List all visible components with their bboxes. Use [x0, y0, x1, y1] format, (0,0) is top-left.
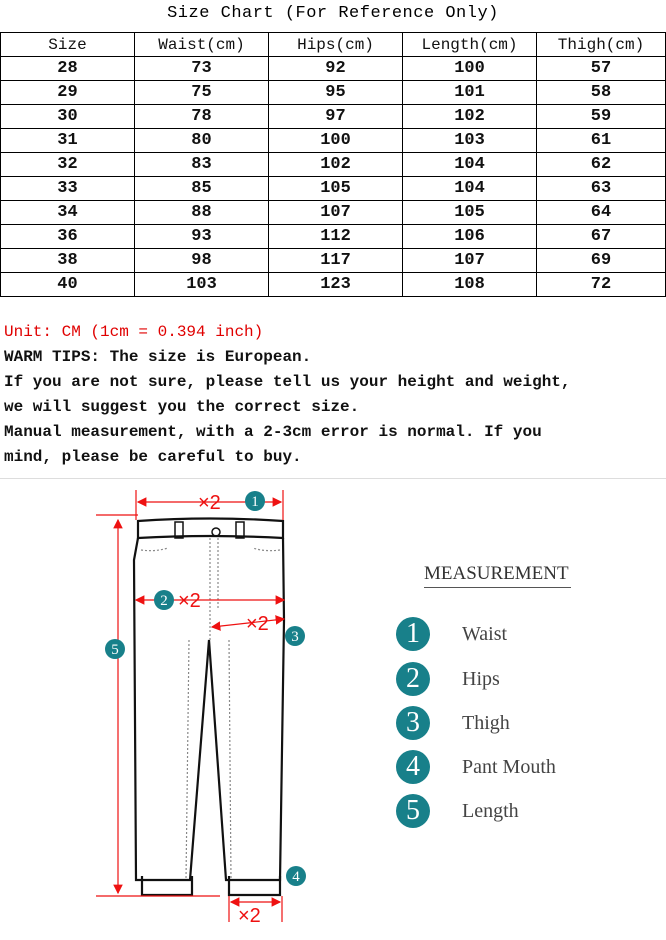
- legend-label: Waist: [462, 622, 508, 645]
- cell-length: 102: [403, 105, 537, 129]
- cell-size: 31: [1, 129, 135, 153]
- cell-length: 104: [403, 177, 537, 201]
- table-row: [1, 249, 666, 273]
- cell-thigh: 63: [537, 177, 666, 201]
- header-waist: Waist(cm): [135, 33, 269, 57]
- note-line: we will suggest you the correct size.: [4, 398, 360, 416]
- cell-thigh: 69: [537, 249, 666, 273]
- cell-size: 32: [1, 153, 135, 177]
- warm-tips: WARM TIPS: The size is European.: [4, 348, 312, 366]
- table-header-row: [1, 33, 666, 57]
- cell-size: 34: [1, 201, 135, 225]
- number-2-icon: 2: [396, 662, 430, 696]
- cell-waist: 88: [135, 201, 269, 225]
- cell-length: 105: [403, 201, 537, 225]
- cell-length: 108: [403, 273, 537, 297]
- marker-1: 1: [251, 494, 259, 510]
- marker-2: 2: [160, 593, 168, 609]
- cell-waist: 103: [135, 273, 269, 297]
- marker-3: 3: [291, 629, 299, 645]
- legend-item-waist: [396, 617, 507, 651]
- legend-label: Pant Mouth: [462, 755, 556, 778]
- measurement-lines-icon: [96, 490, 284, 922]
- cell-length: 106: [403, 225, 537, 249]
- cell-length: 100: [403, 57, 537, 81]
- pant-mouth-multiplier: ×2: [238, 905, 261, 927]
- note-line: Manual measurement, with a 2-3cm error is normal. If you: [4, 423, 542, 441]
- header-thigh: Thigh(cm): [537, 33, 666, 57]
- cell-size: 33: [1, 177, 135, 201]
- marker-4: 4: [292, 869, 300, 885]
- unit-note: Unit: CM (1cm = 0.394 inch): [4, 323, 264, 341]
- cell-size: 36: [1, 225, 135, 249]
- cell-length: 104: [403, 153, 537, 177]
- size-notes: [4, 320, 664, 470]
- cell-hips: 105: [269, 177, 403, 201]
- cell-waist: 73: [135, 57, 269, 81]
- cell-thigh: 64: [537, 201, 666, 225]
- table-row: [1, 225, 666, 249]
- cell-thigh: 67: [537, 225, 666, 249]
- cell-thigh: 58: [537, 81, 666, 105]
- table-row: [1, 153, 666, 177]
- note-line: mind, please be careful to buy.: [4, 448, 302, 466]
- cell-waist: 78: [135, 105, 269, 129]
- legend-item-hips: [396, 662, 500, 696]
- cell-thigh: 72: [537, 273, 666, 297]
- cell-hips: 107: [269, 201, 403, 225]
- thigh-multiplier: ×2: [246, 613, 269, 635]
- cell-thigh: 62: [537, 153, 666, 177]
- note-line: If you are not sure, please tell us your height and weight,: [4, 373, 571, 391]
- legend-label: Thigh: [462, 711, 510, 734]
- cell-hips: 95: [269, 81, 403, 105]
- cell-hips: 100: [269, 129, 403, 153]
- header-hips: Hips(cm): [269, 33, 403, 57]
- cell-waist: 83: [135, 153, 269, 177]
- cell-size: 30: [1, 105, 135, 129]
- cell-length: 107: [403, 249, 537, 273]
- table-row: [1, 105, 666, 129]
- table-row: [1, 129, 666, 153]
- cell-waist: 80: [135, 129, 269, 153]
- cell-waist: 98: [135, 249, 269, 273]
- cell-hips: 112: [269, 225, 403, 249]
- cell-thigh: 59: [537, 105, 666, 129]
- header-size: Size: [1, 33, 135, 57]
- pants-outline-icon: [134, 519, 284, 896]
- legend-item-pant-mouth: [396, 750, 556, 784]
- table-row: [1, 201, 666, 225]
- waist-multiplier: ×2: [198, 492, 221, 514]
- legend-item-length: [396, 794, 519, 828]
- table-row: [1, 81, 666, 105]
- table-row: [1, 177, 666, 201]
- legend-item-thigh: [396, 706, 510, 740]
- cell-hips: 117: [269, 249, 403, 273]
- size-table: [0, 32, 666, 297]
- size-chart-title: Size Chart (For Reference Only): [167, 4, 499, 23]
- cell-waist: 75: [135, 81, 269, 105]
- cell-waist: 85: [135, 177, 269, 201]
- number-4-icon: 4: [396, 750, 430, 784]
- measurement-legend-title: MEASUREMENT: [424, 563, 571, 588]
- cell-waist: 93: [135, 225, 269, 249]
- marker-5: 5: [111, 642, 119, 658]
- cell-hips: 123: [269, 273, 403, 297]
- legend-label: Hips: [462, 667, 500, 690]
- cell-size: 29: [1, 81, 135, 105]
- cell-hips: 102: [269, 153, 403, 177]
- cell-size: 40: [1, 273, 135, 297]
- cell-size: 38: [1, 249, 135, 273]
- cell-length: 101: [403, 81, 537, 105]
- number-1-icon: 1: [396, 617, 430, 651]
- number-5-icon: 5: [396, 794, 430, 828]
- header-length: Length(cm): [403, 33, 537, 57]
- cell-size: 28: [1, 57, 135, 81]
- legend-label: Length: [462, 799, 519, 822]
- hips-multiplier: ×2: [178, 590, 201, 612]
- cell-thigh: 57: [537, 57, 666, 81]
- cell-hips: 92: [269, 57, 403, 81]
- table-row: [1, 57, 666, 81]
- cell-hips: 97: [269, 105, 403, 129]
- cell-length: 103: [403, 129, 537, 153]
- table-row: [1, 273, 666, 297]
- cell-thigh: 61: [537, 129, 666, 153]
- number-3-icon: 3: [396, 706, 430, 740]
- pants-diagram: [0, 478, 380, 939]
